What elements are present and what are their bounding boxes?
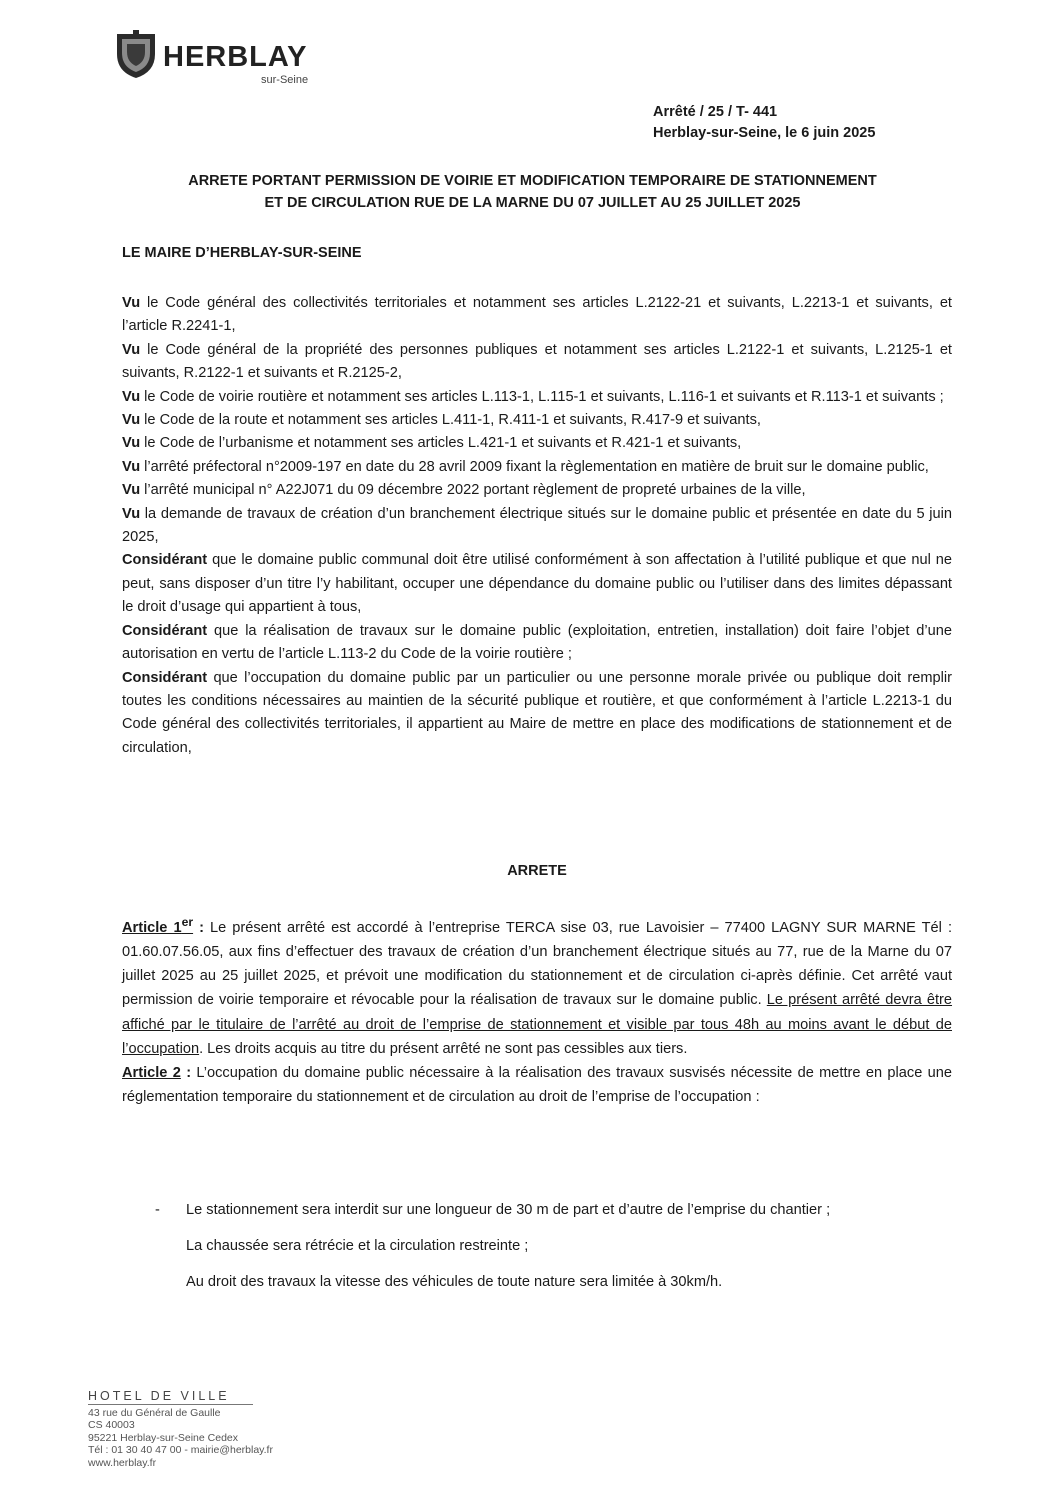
footer-line: CS 40003 (88, 1419, 135, 1431)
document-title (110, 170, 955, 214)
list-item: Au droit des travaux la vitesse des véhicules de toute nature sera limitée à 30km/h. (186, 1274, 723, 1290)
consideration-item: Vu le Code général des collectivités territoriales et notamment ses articles L.2122-21 et suivants, L.2213-1 et suivants, et l’article R.2241-1, (122, 295, 952, 335)
consideration-item: Vu la demande de travaux de création d’un branchement électrique situés sur le domaine public et présentée en date du 5 juin 2025, (122, 505, 952, 546)
consideration-item: Considérant que l’occupation du domaine public par un particulier ou une personne morale privée ou publique doit remplir toutes les conditions nécessaires au maintien de la sécurité publique et routière, et que conformément à l’article L.2213-1 du Code général des collectivités territoriales, il appartient au Maire de mettre en place des modifications de stationnement et de circulation, (122, 669, 952, 756)
list-item: La chaussée sera rétrécie et la circulation restreinte ; (186, 1238, 529, 1254)
footer-line: 43 rue du Général de Gaulle (88, 1406, 221, 1419)
authority-heading: LE MAIRE D’HERBLAY-SUR-SEINE (122, 245, 362, 261)
considerations-list (122, 292, 952, 760)
logo-name: HERBLAY (163, 41, 308, 73)
consideration-item: Considérant que le domaine public communal doit être utilisé conformément à son affectation à l’utilité publique et que nul ne peut, sans disposer d’un titre l’y habilitant, occuper une dépendance du domaine public ou l’utiliser dans des limites dépassant le droit d’usage qui appartient à tous, (122, 552, 952, 616)
article-1: Article 1er : Le présent arrêté est accordé à l’entreprise TERCA sise 03, rue Lavoisier – 77400 LAGNY SUR MARNE Tél : 01.60.07.56.05, aux fins d’effectuer des travaux de création d’un branchement électrique situés au 77, rue de la Marne du 07 juillet 2025 au 25 juillet 2025, et prévoit une modification du stationnement et de circulation ci-après définie. Cet arrêté vaut permission de voirie temporaire et révocable pour la réalisation de travaux sur le domaine public. Le présent arrêté devra être affiché par le titulaire de l’arrêté au droit de l’emprise de stationnement et visible par tous 48h au moins avant le début de l’occupation. Les droits acquis au titre du présent arrêté ne sont pas cessibles aux tiers. (122, 915, 953, 1057)
consideration-item: Vu l’arrêté préfectoral n°2009-197 en date du 28 avril 2009 fixant la règlementation en matière de bruit sur le domaine public, (122, 458, 929, 475)
title-line-2: ET DE CIRCULATION RUE DE LA MARNE DU 07 JUILLET AU 25 JUILLET 2025 (264, 195, 801, 211)
consideration-item: Vu l’arrêté municipal n° A22J071 du 09 décembre 2022 portant règlement de propreté urbaines de la ville, (122, 482, 806, 499)
consideration-item: Considérant que la réalisation de travaux sur le domaine public (exploitation, entretien, installation) doit faire l’objet d’une autorisation en vertu de l’article L.113-2 du Code de la voirie routière ; (122, 622, 952, 663)
consideration-item: Vu le Code de voirie routière et notamment ses articles L.113-1, L.115-1 et suivants, L.116-1 et suivants et R.113-1 et suivants ; (122, 388, 944, 405)
article-2-label: Article 2 (122, 1065, 181, 1082)
decision-heading: ARRETE (507, 863, 567, 879)
measures-list (155, 1192, 952, 1300)
posting-requirement: Le présent arrêté devra être affiché par le titulaire de l’arrêté au droit de l’emprise de stationnement et visible par tous 48h au moins avant le début de l’occupation (122, 992, 953, 1057)
article-2: Article 2 : L’occupation du domaine public nécessaire à la réalisation des travaux susvisés nécessite de mettre en place une réglementation temporaire du stationnement et de circulation au droit de l’emprise de l’occupation : (122, 1065, 953, 1106)
article-1-label: Article 1er (122, 915, 194, 936)
place-date: Herblay-sur-Seine, le 6 juin 2025 (653, 125, 876, 141)
footer-line: Tél : 01 30 40 47 00 - mairie@herblay.fr (88, 1444, 273, 1456)
logo-subtitle: sur-Seine (261, 74, 309, 86)
list-item: - Le stationnement sera interdit sur une longueur de 30 m de part et d’autre de l’emprise du chantier ; (155, 1192, 952, 1228)
footer-line: 95221 Herblay-sur-Seine Cedex (88, 1431, 238, 1444)
consideration-item: Vu le Code de l’urbanisme et notamment ses articles L.421-1 et suivants et R.421-1 et suivants, (122, 435, 742, 452)
city-hall-address (88, 1390, 408, 1469)
city-crest-icon (113, 28, 159, 80)
bullet-dash-icon: - (155, 1202, 160, 1218)
decree-reference: Arrêté / 25 / T- 441 (653, 104, 778, 120)
decree-reference-block (653, 102, 953, 144)
title-line-1: ARRETE PORTANT PERMISSION DE VOIRIE ET MODIFICATION TEMPORAIRE DE STATIONNEMENT (188, 173, 877, 189)
consideration-item: Vu le Code général de la propriété des personnes publiques et notamment ses articles L.2122-1 et suivants, L.2125-1 et suivants, R.2122-1 et suivants et R.2125-2, (122, 341, 952, 382)
articles-section (122, 910, 952, 1109)
consideration-item: Vu le Code de la route et notamment ses articles L.411-1, R.411-1 et suivants, R.417-9 et suivants, (122, 412, 761, 429)
footer-title: HOTEL DE VILLE (88, 1389, 230, 1403)
footer-line: www.herblay.fr (88, 1456, 157, 1469)
